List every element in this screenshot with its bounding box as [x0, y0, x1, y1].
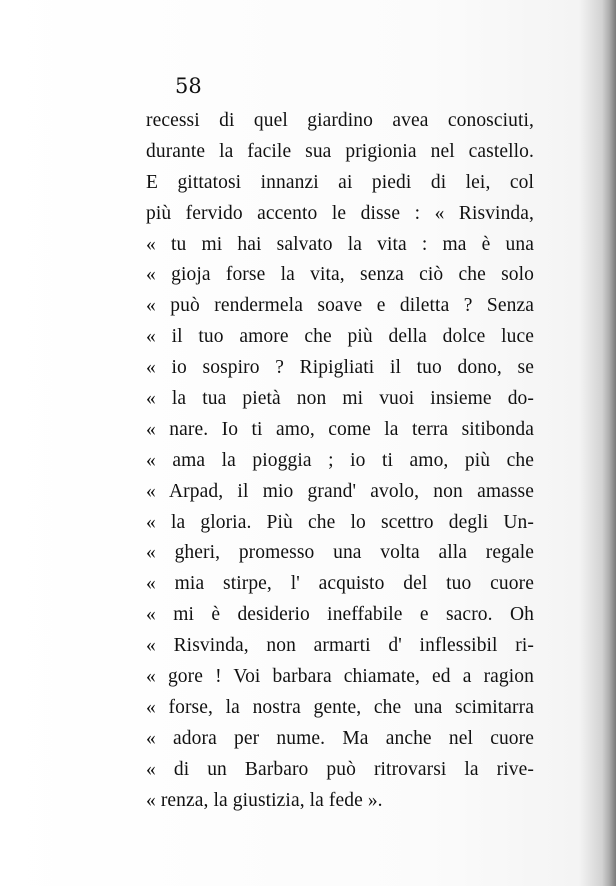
text-line: « ama la pioggia ; io ti amo, più che: [146, 449, 534, 471]
text-line: « può rendermela soave e diletta ? Senza: [146, 295, 534, 317]
text-line: E gittatosi innanzi ai piedi di lei, col: [146, 171, 534, 193]
text-line: « gheri, promesso una volta alla regale: [146, 542, 534, 564]
text-line: « adora per nume. Ma anche nel cuore: [146, 727, 534, 749]
text-line: « mia stirpe, l' acquisto del tuo cuore: [146, 573, 534, 595]
text-line: recessi di quel giardino avea conosciuti,: [146, 110, 534, 131]
text-line: « tu mi hai salvato la vita : ma è una: [146, 233, 534, 255]
text-line: più fervido accento le disse : « Risvinda,: [146, 202, 534, 224]
body-text: [146, 106, 534, 816]
text-line: « nare. Io ti amo, come la terra sitibonda: [146, 418, 534, 440]
text-line: « di un Barbaro può ritrovarsi la rive-: [146, 758, 534, 780]
text-line: « Arpad, il mio grand' avolo, non amasse: [146, 480, 534, 502]
text-line: « il tuo amore che più della dolce luce: [146, 326, 534, 348]
text-line: « gore ! Voi barbara chiamate, ed a ragion: [146, 666, 534, 688]
text-line: « gioja forse la vita, senza ciò che solo: [146, 264, 534, 286]
text-line: « forse, la nostra gente, che una scimitarra: [146, 696, 534, 718]
text-line: « renza, la giustizia, la fede ».: [146, 789, 383, 811]
binding-shadow: [602, 0, 616, 886]
text-line: « mi è desiderio ineffabile e sacro. Oh: [146, 604, 534, 626]
text-line: « Risvinda, non armarti d' inflessibil ri-: [146, 635, 534, 657]
text-line: durante la facile sua prigionia nel castello.: [146, 140, 534, 162]
page-number: 58: [175, 74, 202, 98]
text-line: « la tua pietà non mi vuoi insieme do-: [146, 388, 534, 410]
text-line: « la gloria. Più che lo scettro degli Un-: [146, 511, 534, 533]
text-line: « io sospiro ? Ripigliati il tuo dono, se: [146, 357, 534, 379]
